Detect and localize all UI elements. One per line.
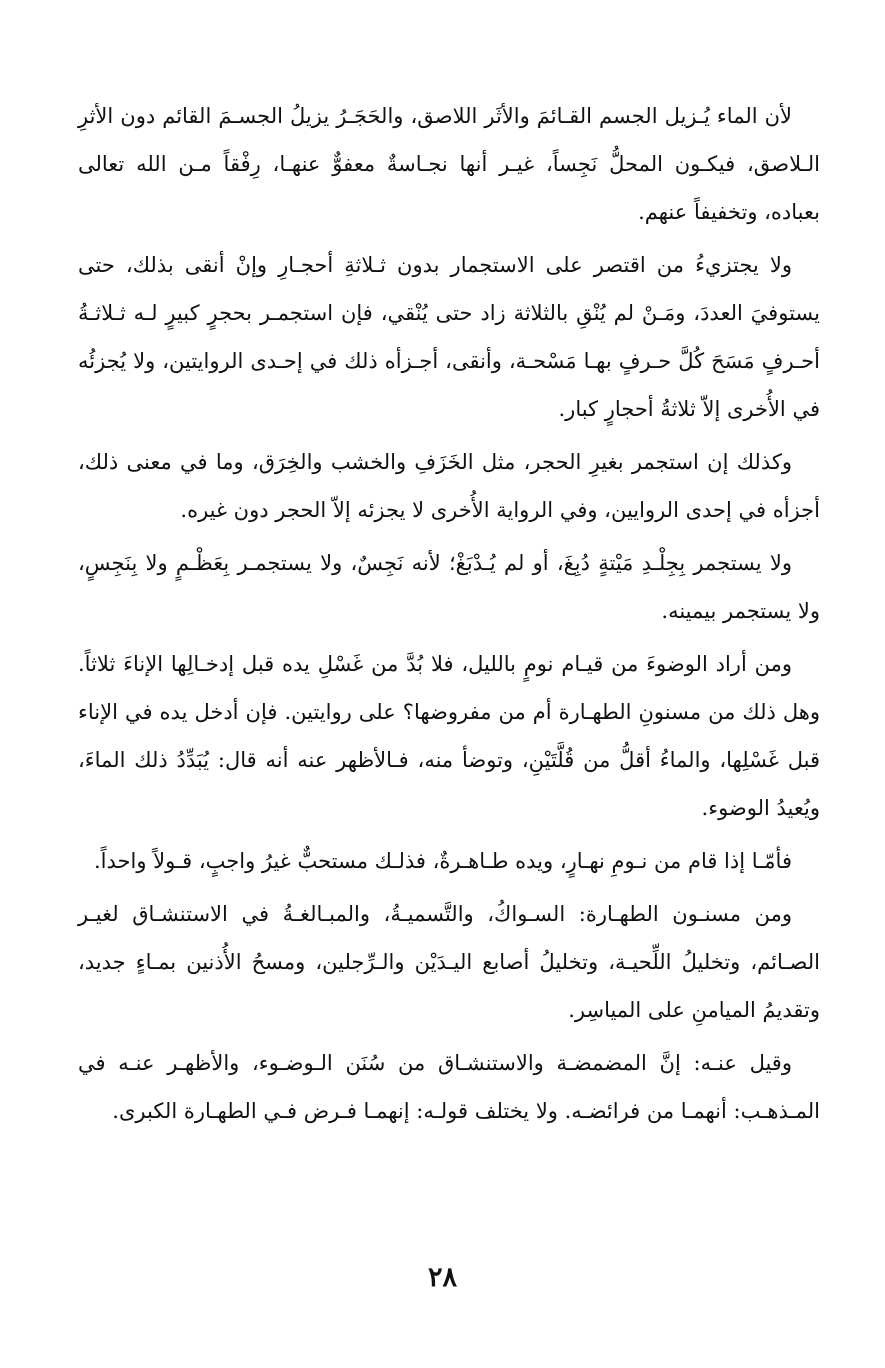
body-text xyxy=(78,92,820,1140)
paragraph-6: فأمّـا إذا قام من نـومِ نهـارٍ، ويده طـاهـرةٌ، فذلـك مستحبٌّ غيرُ واجبٍ، قـولاً واحداً. xyxy=(94,849,792,873)
paragraph-5: ومن أراد الوضوءَ من قيـام نومٍ بالليل، فلا بُدَّ من غَسْلِ يده قبل إدخـالِها الإناءَ ثلاثاً. وهل ذلك من مسنونِ الطهـارة أم من مفروضها؟ على روايتين. فإن أدخل يده في الإناء قبل غَسْلِها، والماءُ أقلُّ من قُلَّتَيْنِ، وتوضأ منه، فـالأظهر عنه أنه قال: يُبَدِّدُ ذلك الماءَ، ويُعيدُ الوضوء. xyxy=(78,652,820,820)
paragraph-1: لأن الماء يُـزيل الجسم القـائمَ والأثَر اللاصق، والحَجَـرُ يزيلُ الجسـمَ القائم دون الأثرِ الـلاصق، فيكـون المحلُّ نَجِساً، غيـر أنها نجـاسةٌ معفوٌّ عنهـا، رِفْقاً مـن الله تعالى بعباده، وتخفيفاً عنهم. xyxy=(78,104,820,224)
paragraph-2: ولا يجتزيءُ من اقتصر على الاستجمار بدون ثـلاثةِ أحجـارِ وإنْ أنقى بذلك، حتى يستوفيَ العددَ، ومَـنْ لم يُنْقِ بالثلاثة زاد حتى يُنْقي، فإن استجمـر بحجرٍ كبيرٍ لـه ثـلاثـةُ أحـرفٍ مَسَحَ كُلَّ حـرفٍ بهـا مَسْحـة، وأنقى، أجـزأه ذلك في إحـدى الروايتين، ولا يُجزئُه في الأُخرى إلاّ ثلاثةُ أحجارٍ كبار. xyxy=(78,253,820,421)
page-number: ٢٨ xyxy=(427,1262,457,1293)
paragraph-8: وقيل عنـه: إنَّ المضمضـة والاستنشـاق من سُنَن الـوضـوء، والأظهـر عنـه في المـذهـب: أنهمـا من فرائضـه. ولا يختلف قولـه: إنهمـا فـرض فـي الطهـارة الكبرى. xyxy=(78,1051,820,1123)
paragraph-7: ومن مسنـون الطهـارة: السـواكُ، والتَّسميـةُ، والمبـالغـةُ في الاستنشـاق لغيـر الصـائم، وتخليلُ اللِّحيـة، وتخليلُ أصابع اليـدَيْن والـرِّجلين، ومسحُ الأُذنين بمـاءٍ جديد، وتقديمُ الميامنِ على المياسِر. xyxy=(78,902,820,1022)
paragraph-4: ولا يستجمر بِجِلْـدِ مَيْتةٍ دُبِغَ، أو لم يُـدْبَغْ؛ لأنه نَجِسٌ، ولا يستجمـر بِعَظْـمٍ ولا بِنَجِسٍ، ولا يستجمر بيمينه. xyxy=(78,551,820,623)
paragraph-3: وكذلك إن استجمر بغيرِ الحجر، مثل الخَزَفِ والخشب والخِرَق، وما في معنى ذلك، أجزأه في إحدى الروايين، وفي الرواية الأُخرى لا يجزئه إلاّ الحجر دون غيره. xyxy=(78,450,820,522)
